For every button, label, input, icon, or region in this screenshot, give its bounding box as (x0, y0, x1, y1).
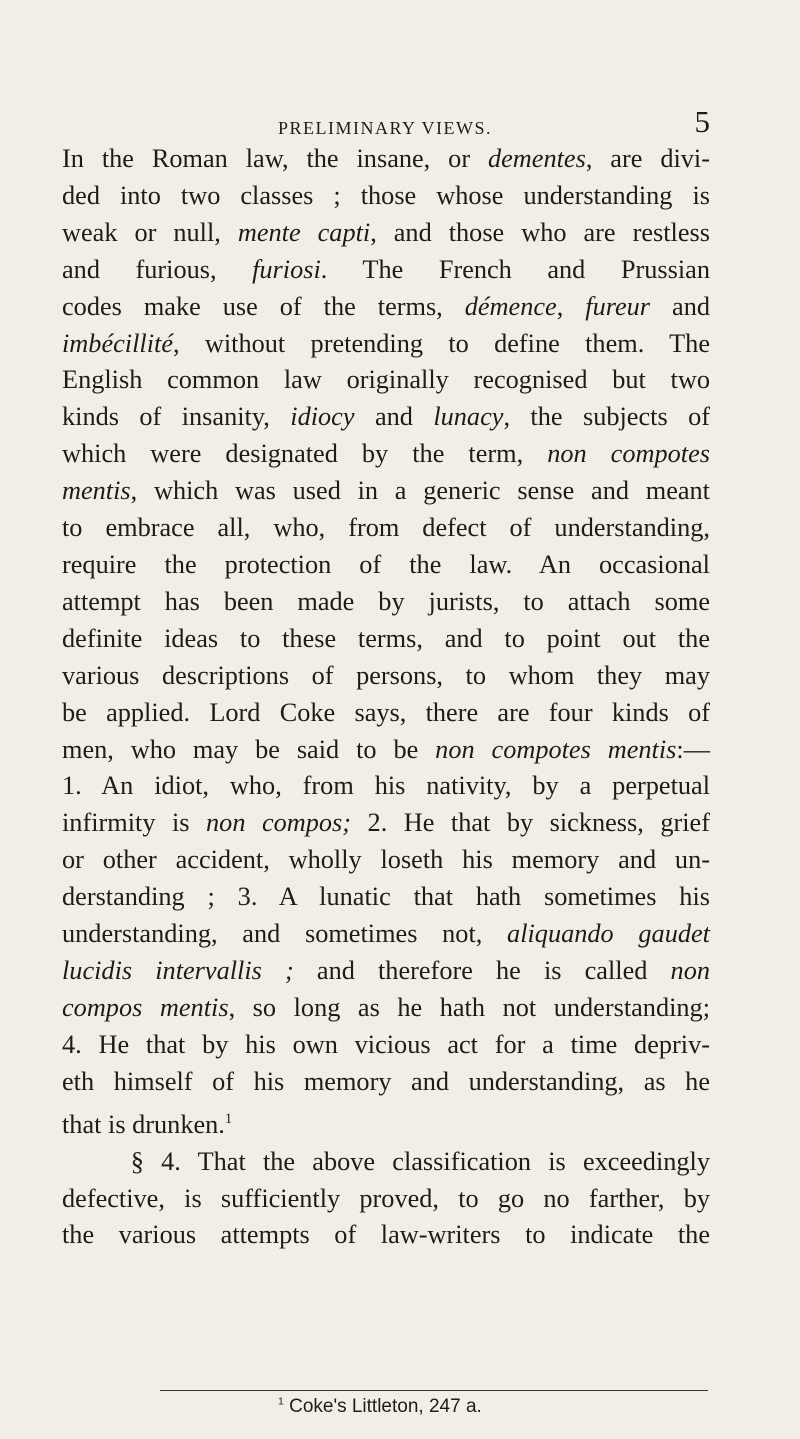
text-line (62, 842, 710, 879)
text-segment: various descriptions of persons, to whom they may (62, 660, 710, 690)
text-line (62, 289, 710, 326)
text-line (62, 252, 710, 289)
text-segment: ded into two classes ; those whose understanding is (62, 180, 710, 210)
text-segment: :— (676, 734, 711, 764)
footnote (278, 1396, 482, 1418)
page-number: 5 (694, 104, 710, 139)
text-segment: , (556, 291, 586, 321)
text-segment: which were designated by the term, (62, 439, 548, 469)
text-line (62, 990, 710, 1027)
text-line (62, 732, 710, 769)
text-segment: kinds of insanity, (62, 402, 291, 432)
text-line (62, 621, 710, 658)
text-segment: definite ideas to these terms, and to point out the (62, 623, 710, 653)
text-segment: . The French and Prussian (320, 254, 710, 284)
text-line (62, 1181, 710, 1218)
text-line (62, 584, 710, 621)
text-segment: infirmity is (62, 808, 207, 838)
footnote-text: Coke's Littleton, 247 a. (289, 1396, 482, 1417)
page-title: PRELIMINARY VIEWS. (277, 118, 492, 138)
text-line (62, 510, 710, 547)
text-line (62, 1144, 710, 1181)
text-segment: 2. He that by sickness, grief (351, 808, 710, 838)
text-segment: derstanding ; 3. A lunatic that hath sometimes his (62, 882, 710, 912)
text-segment: 4. He that by his own vicious act for a time depriv- (62, 1029, 710, 1059)
text-segment: and therefore he is called (293, 955, 671, 985)
italic-term: imbécillité (62, 328, 173, 358)
text-segment: , which was used in a generic sense and meant (130, 476, 710, 506)
text-segment: 1. An idiot, who, from his nativity, by a perpetual (62, 771, 710, 801)
text-line (62, 916, 710, 953)
text-segment: the various attempts of law-writers to indicate the (62, 1220, 710, 1250)
text-line (62, 1027, 710, 1064)
text-segment: and (650, 291, 710, 321)
text-line (62, 399, 710, 436)
text-line (62, 436, 710, 473)
text-line (62, 695, 710, 732)
text-segment: , the subjects of (503, 402, 710, 432)
italic-term: dementes (487, 144, 586, 173)
text-line (62, 473, 710, 510)
text-segment: and furious, (62, 254, 253, 284)
text-line (62, 326, 710, 363)
text-segment: codes make use of the terms, (62, 291, 465, 321)
italic-term: compos mentis (62, 992, 229, 1022)
text-segment: , without pretending to define them. The (173, 328, 710, 358)
text-segment: , and those who are restless (370, 217, 710, 247)
text-line (62, 1064, 710, 1101)
text-line (62, 1217, 710, 1254)
text-segment: or other accident, wholly loseth his memory and un- (62, 845, 710, 875)
text-line (62, 178, 710, 215)
italic-term: non compos; (206, 808, 352, 838)
text-segment: defective, is sufficiently proved, to go no farther, by (62, 1183, 710, 1213)
text-segment: weak or null, (62, 217, 238, 247)
italic-term: démence (464, 291, 557, 321)
text-line (62, 141, 710, 178)
text-segment: men, who may be said to be (62, 734, 436, 764)
text-segment: , so long as he hath not understanding; (228, 992, 711, 1022)
text-segment: be applied. Lord Coke says, there are four kinds of (62, 697, 710, 727)
text-line (62, 768, 710, 805)
italic-term: non compotes (547, 439, 710, 469)
text-line (62, 658, 710, 695)
text-line (62, 547, 710, 584)
text-segment: In the Roman law, the insane, or (62, 144, 488, 173)
text-line (62, 215, 710, 252)
text-segment: § 4. That the above classification is exceedingly (62, 1146, 710, 1176)
italic-term: lunacy (433, 402, 504, 432)
italic-term: non compotes mentis (435, 734, 677, 764)
italic-term: fureur (585, 291, 651, 321)
italic-term: mentis (62, 476, 131, 506)
text-line (62, 805, 710, 842)
footnote-divider (160, 1390, 708, 1391)
text-segment: that is drunken. (62, 1109, 225, 1139)
text-line (62, 879, 710, 916)
body-text (62, 141, 710, 1254)
text-line (62, 1101, 710, 1144)
text-segment: require the protection of the law. An occasional (62, 549, 710, 579)
italic-term: furiosi (252, 254, 321, 284)
text-segment: understanding, and sometimes not, (62, 919, 508, 949)
footnote-marker: 1 (278, 1396, 284, 1408)
italic-term: mente capti (237, 217, 371, 247)
italic-term: lucidis intervallis ; (62, 955, 294, 985)
italic-term: non (670, 955, 710, 985)
text-segment: , are divi- (585, 144, 710, 173)
text-line (62, 362, 710, 399)
text-segment: attempt has been made by jurists, to attach some (62, 586, 710, 616)
text-segment: and (354, 402, 434, 432)
text-segment: eth himself of his memory and understanding, as he (62, 1066, 710, 1096)
italic-term: idiocy (290, 402, 355, 432)
footnote-reference: 1 (224, 1110, 233, 1127)
text-segment: to embrace all, who, from defect of understanding, (62, 513, 710, 543)
text-line (62, 953, 710, 990)
italic-term: aliquando gaudet (507, 919, 710, 949)
text-segment: English common law originally recognised but two (62, 365, 710, 395)
